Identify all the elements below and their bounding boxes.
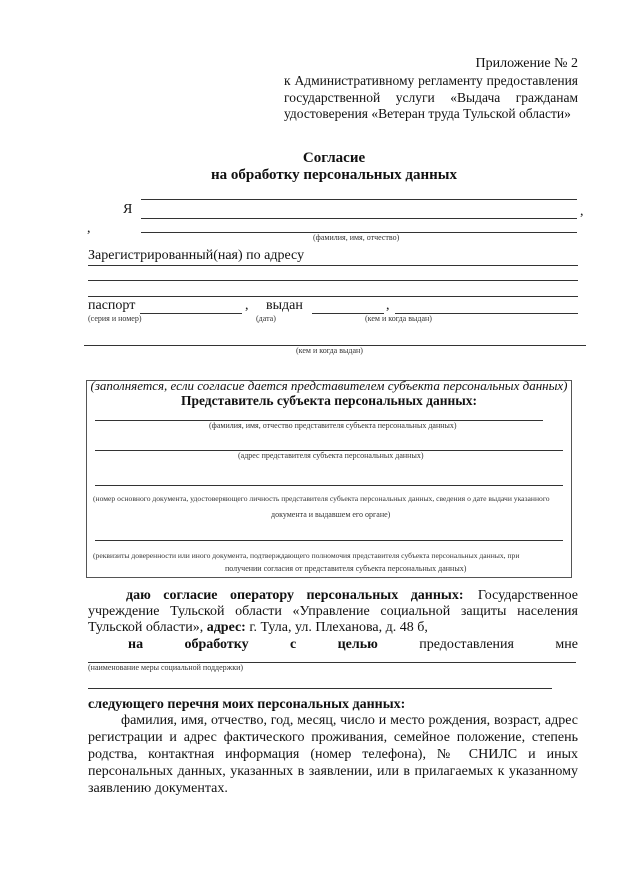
fio-hint: (фамилия, имя, отчество) (313, 233, 400, 242)
operator-name-start: Государственное (477, 588, 578, 603)
registered-label: Зарегистрированный(ная) по адресу (88, 248, 305, 263)
address-value: г. Тула, ул. Плеханова, д. 48 б, (249, 620, 428, 635)
rep-power-hint-1: (реквизиты доверенности или иного документа, подтверждающего полномочия представителя субъекта персональных данных, при (93, 551, 520, 560)
list-line-1: фамилия, имя, отчество, год, месяц, число и место рождения, возраст, адрес (121, 713, 578, 728)
list-line-3: родства, контактная информация (номер телефона), № СНИЛС и иных (88, 747, 578, 762)
consent-line-1 (88, 588, 578, 604)
list-line-2: регистрации и адрес фактического проживания, семейное положение, степень (88, 730, 578, 745)
rep-fio-hint: (фамилия, имя, отчество представителя субъекта персональных данных) (209, 421, 457, 430)
issued-comma: , (386, 298, 390, 313)
word-processing: обработку (184, 637, 249, 652)
fio-input-line[interactable] (141, 218, 577, 219)
operator-address-line (88, 620, 428, 636)
list-line-5: заявлению документах. (88, 781, 228, 796)
word-na: на (128, 637, 144, 652)
i-label: Я (123, 202, 133, 217)
comma-left: , (87, 221, 91, 236)
list-line-4: персональных данных, указанных в заявлении, или в прилагаемых к указанному (88, 764, 578, 779)
address-line-3[interactable] (88, 296, 578, 297)
purpose-line (128, 637, 578, 653)
rep-power-hint-2: получении согласия от представителя субъекта персональных данных) (225, 564, 467, 573)
word-purpose: целью (337, 637, 378, 652)
date-hint: (дата) (256, 314, 276, 323)
list-title: следующего перечня моих персональных данных: (88, 697, 406, 712)
address-line-1[interactable] (88, 265, 578, 266)
issued-label: выдан (266, 298, 303, 313)
appendix-number: Приложение № 2 (475, 56, 578, 71)
operator-name-cont: учреждение Тульской области «Управление социальной защиты населения (88, 604, 578, 619)
issued-by-hint: (кем и когда выдан) (365, 314, 432, 323)
rep-address-hint: (адрес представителя субъекта персональных данных) (238, 451, 424, 460)
consent-give-label: даю согласие оператору персональных данных: (126, 588, 464, 603)
fio-line-top (141, 199, 577, 200)
rep-doc-hint-1: (номер основного документа, удостоверяющего личность представителя субъекта персональных данных, сведения о дате выдачи указанного (93, 494, 550, 503)
appendix-line-3: удостоверения «Ветеран труда Тульской области» (284, 106, 571, 121)
comma-right: , (580, 204, 584, 219)
address-line-2[interactable] (88, 280, 578, 281)
address-label: адрес: (206, 620, 246, 635)
rep-doc-hint-2: документа и выдавшем его органе) (271, 510, 391, 519)
doc-subtitle: на обработку персональных данных (211, 167, 457, 183)
appendix-line-1: к Административному регламенту предоставления (284, 73, 578, 88)
measure-line-2[interactable] (88, 688, 552, 689)
rep-power-line[interactable] (95, 540, 563, 541)
passport-label: паспорт (88, 298, 136, 313)
representative-title: Представитель субъекта персональных данных: (180, 393, 478, 408)
representative-box (86, 380, 572, 578)
passport-number-line[interactable] (140, 313, 242, 314)
passport-comma: , (245, 298, 249, 313)
word-me: мне (555, 637, 578, 652)
doc-title: Согласие (302, 150, 366, 166)
word-s: с (290, 637, 297, 652)
series-hint: (серия и номер) (88, 314, 142, 323)
operator-name-end: Тульской области», (88, 620, 204, 635)
issued-by-hint-2: (кем и когда выдан) (296, 346, 363, 355)
rep-doc-line[interactable] (95, 485, 563, 486)
measure-hint: (наименование меры социальной поддержки) (88, 663, 244, 672)
representative-note: (заполняется, если согласие дается представителем субъекта персональных данных) (90, 378, 568, 393)
appendix-line-2: государственной услуги «Выдача гражданам (284, 90, 578, 105)
word-providing: предоставления (419, 637, 514, 652)
